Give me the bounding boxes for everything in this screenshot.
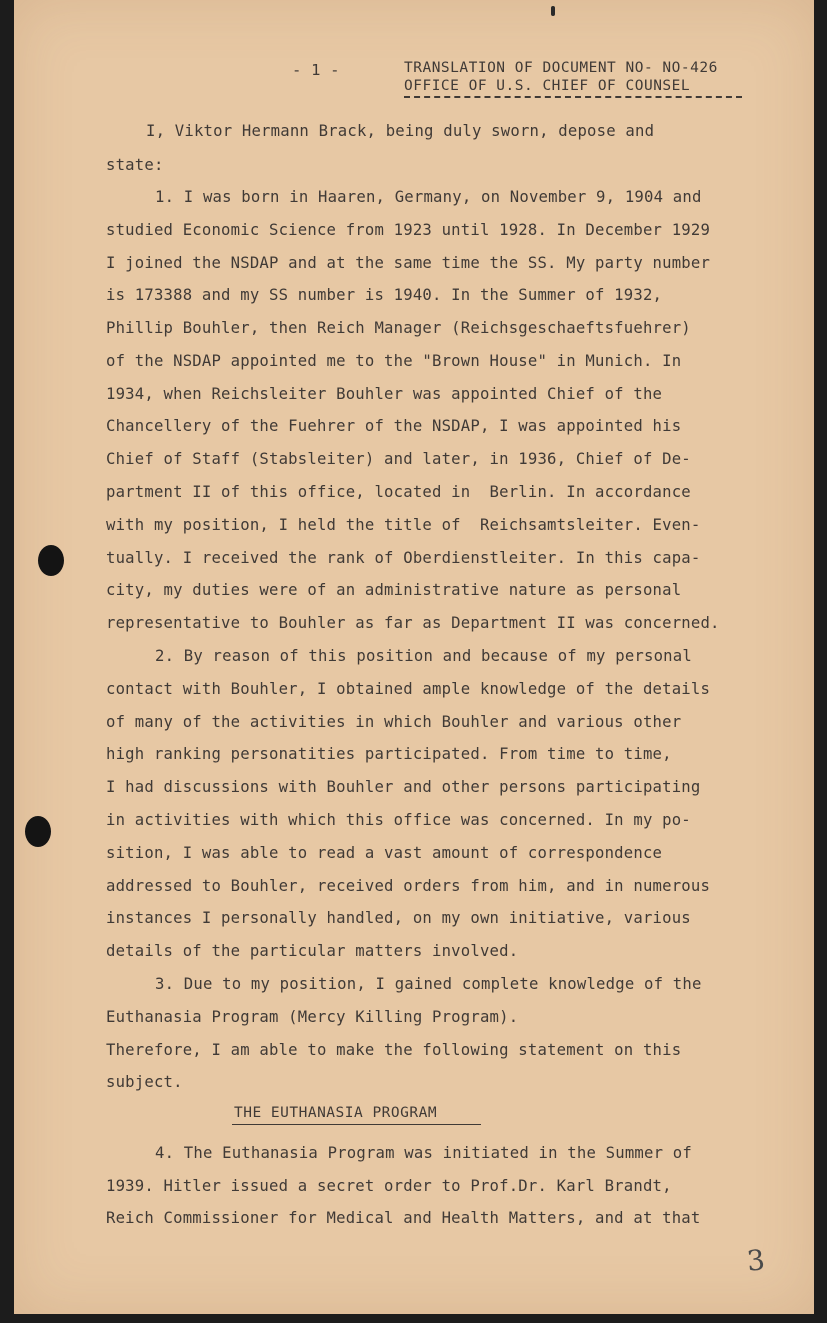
text-line: tually. I received the rank of Oberdienstleiter. In this capa- — [106, 549, 701, 567]
punch-hole — [38, 545, 64, 576]
text-line: state: — [106, 156, 164, 174]
text-line: subject. — [106, 1073, 183, 1091]
document-page — [14, 0, 814, 1314]
text-line: Phillip Bouhler, then Reich Manager (Reichsgeschaeftsfuehrer) — [106, 319, 691, 337]
document-title-line-1: TRANSLATION OF DOCUMENT NO- NO-426 — [404, 60, 718, 76]
text-line: of many of the activities in which Bouhler and various other — [106, 713, 682, 731]
page-number: - 1 - — [292, 61, 340, 79]
text-line: sition, I was able to read a vast amount of correspondence — [106, 844, 663, 862]
text-line: addressed to Bouhler, received orders from him, and in numerous — [106, 877, 711, 895]
text-line: studied Economic Science from 1923 until 1928. In December 1929 — [106, 221, 711, 239]
text-line: 1934, when Reichsleiter Bouhler was appointed Chief of the — [106, 385, 663, 403]
text-line: of the NSDAP appointed me to the "Brown House" in Munich. In — [106, 352, 682, 370]
section-heading-underline — [232, 1124, 481, 1125]
text-line: representative to Bouhler as far as Department II was concerned. — [106, 614, 720, 632]
text-line: 4. The Euthanasia Program was initiated in the Summer of — [155, 1144, 692, 1162]
text-line: instances I personally handled, on my own initiative, various — [106, 909, 691, 927]
text-line: in activities with which this office was concerned. In my po- — [106, 811, 691, 829]
text-line: city, my duties were of an administrative nature as personal — [106, 581, 682, 599]
text-line: Therefore, I am able to make the following statement on this — [106, 1041, 682, 1059]
punch-hole — [25, 816, 51, 847]
text-line: 2. By reason of this position and because of my personal — [155, 647, 692, 665]
text-line: Chancellery of the Fuehrer of the NSDAP, I was appointed his — [106, 417, 682, 435]
text-line: Euthanasia Program (Mercy Killing Program). — [106, 1008, 519, 1026]
text-line: 1. I was born in Haaren, Germany, on November 9, 1904 and — [155, 188, 702, 206]
text-line: partment II of this office, located in Berlin. In accordance — [106, 483, 691, 501]
text-line: I joined the NSDAP and at the same time the SS. My party number — [106, 254, 711, 272]
handwritten-page-mark: 3 — [745, 1243, 767, 1278]
text-line: 3. Due to my position, I gained complete knowledge of the — [155, 975, 702, 993]
header-dashed-rule — [404, 96, 742, 98]
document-text — [14, 0, 814, 1314]
text-line: with my position, I held the title of Reichsamtsleiter. Even- — [106, 516, 701, 534]
document-title-line-2: OFFICE OF U.S. CHIEF OF COUNSEL — [404, 78, 691, 94]
text-line: contact with Bouhler, I obtained ample knowledge of the details — [106, 680, 711, 698]
section-heading: THE EUTHANASIA PROGRAM — [234, 1105, 438, 1121]
text-line: is 173388 and my SS number is 1940. In the Summer of 1932, — [106, 286, 663, 304]
text-line: details of the particular matters involved. — [106, 942, 519, 960]
text-line: Chief of Staff (Stabsleiter) and later, in 1936, Chief of De- — [106, 450, 691, 468]
text-line: 1939. Hitler issued a secret order to Prof.Dr. Karl Brandt, — [106, 1177, 672, 1195]
text-line: Reich Commissioner for Medical and Health Matters, and at that — [106, 1209, 701, 1227]
text-line: high ranking personatities participated. From time to time, — [106, 745, 672, 763]
text-line: I had discussions with Bouhler and other persons participating — [106, 778, 701, 796]
text-line: I, Viktor Hermann Brack, being duly sworn, depose and — [146, 122, 655, 140]
